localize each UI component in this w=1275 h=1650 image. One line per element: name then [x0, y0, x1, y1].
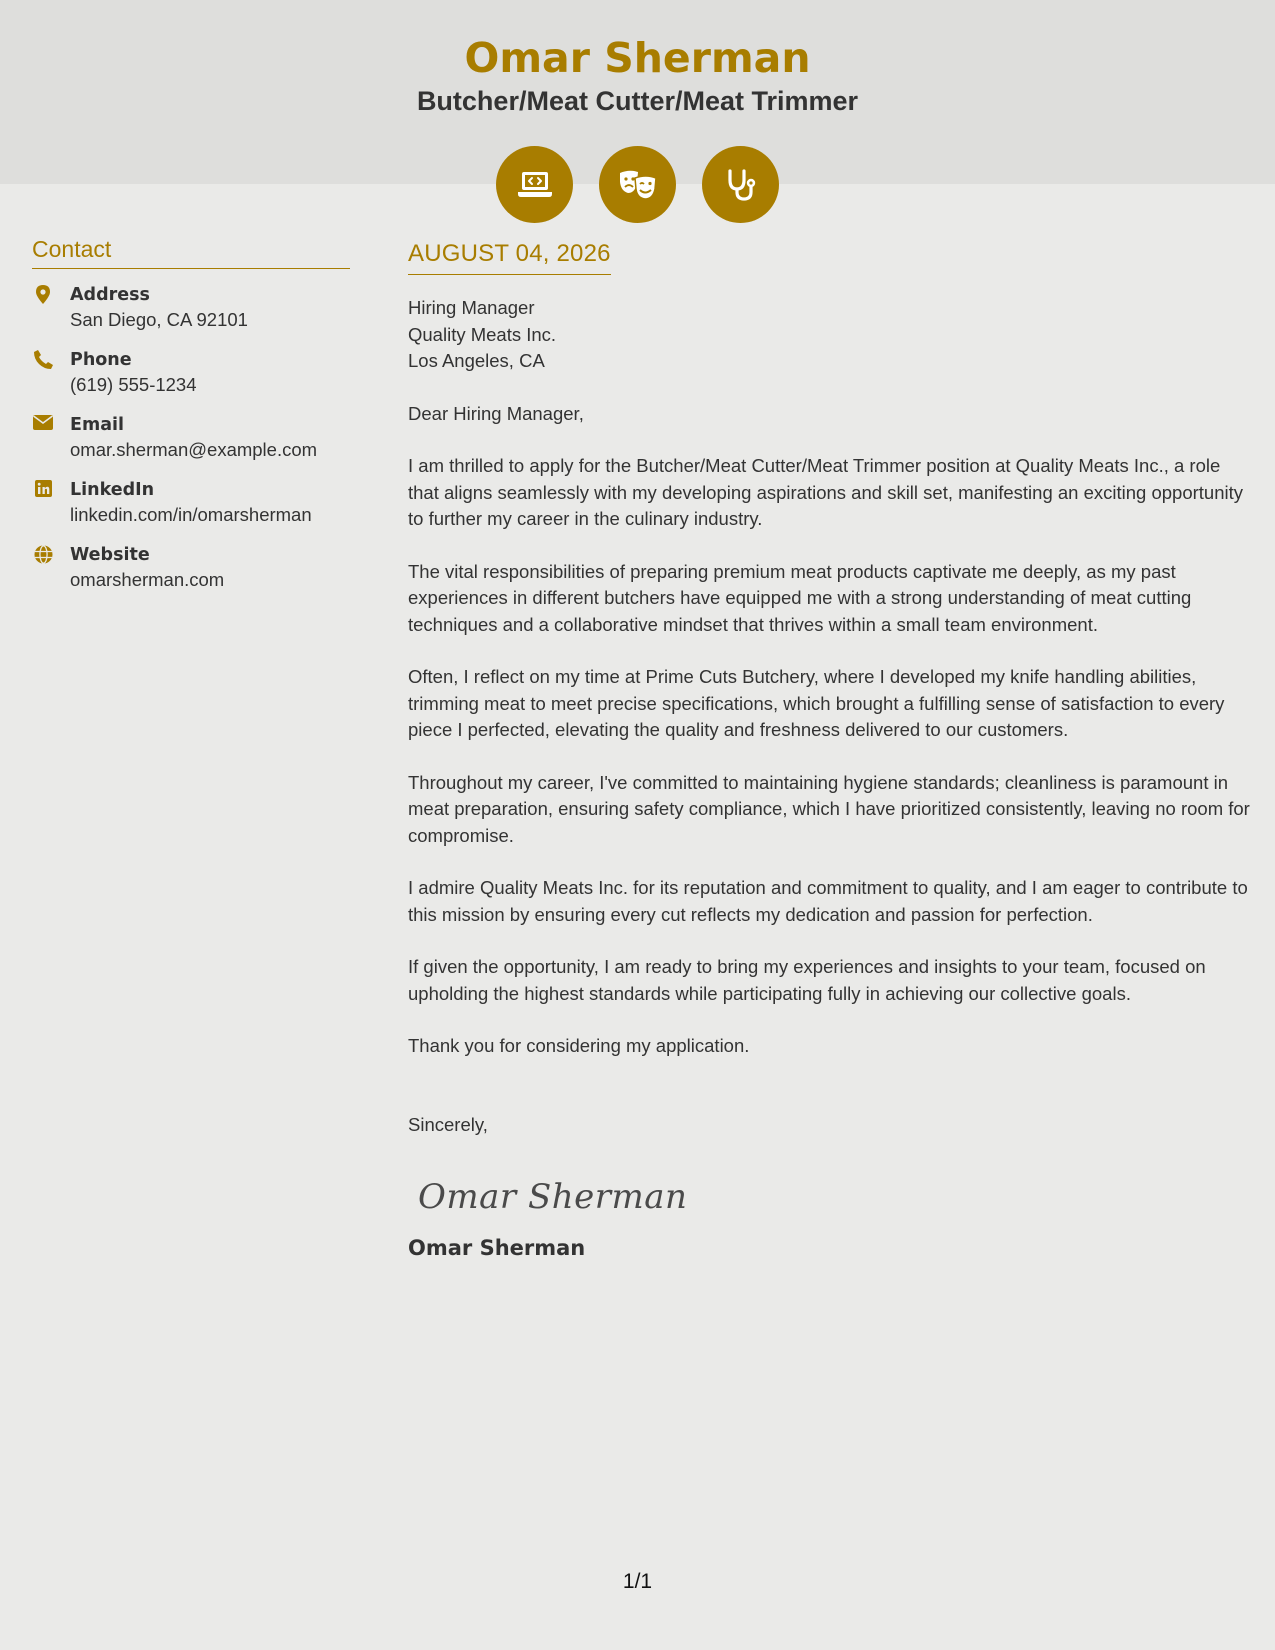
recipient-block — [408, 295, 1250, 375]
contact-phone — [32, 348, 350, 398]
contact-address — [32, 283, 350, 333]
letter-paragraph: Often, I reflect on my time at Prime Cuts Butchery, where I developed my knife handling abilities, trimming meat to meet precise specifications, which brought a fulfilling sense of satisfaction to every piece I perfected, elevating the quality and freshness delivered to our customers. — [408, 666, 1225, 740]
page-number: 1/1 — [622, 1570, 653, 1593]
letter-paragraph: The vital responsibilities of preparing premium meat products captivate me deeply, as my past experiences in different butchers have equipped me with a strong understanding of meat cutting techniques and a collaborative mindset that thrives within a small team environment. — [408, 560, 1192, 635]
letter-paragraph: Thank you for considering my application. — [408, 1035, 750, 1056]
linkedin-icon — [32, 478, 54, 497]
theater-masks-badge — [599, 146, 676, 223]
signed-name: Omar Sherman — [408, 1236, 586, 1260]
closing: Sincerely, — [408, 1113, 488, 1135]
contact-value-website[interactable]: omarsherman.com — [70, 569, 225, 590]
contact-label-phone: Phone — [70, 350, 132, 370]
theater-masks-icon — [618, 169, 658, 201]
job-title: Butcher/Meat Cutter/Meat Trimmer — [416, 86, 859, 116]
recipient-line: Hiring Manager — [408, 297, 535, 318]
contact-value-phone: (619) 555-1234 — [70, 374, 197, 395]
contact-value-address: San Diego, CA 92101 — [70, 309, 248, 330]
letter-paragraph: If given the opportunity, I am ready to bring my experiences and insights to your team, focused on upholding the highest standards while participating fully in achieving our collective goals. — [408, 956, 1206, 1004]
contact-email — [32, 413, 350, 463]
header-icon-row — [0, 146, 1275, 223]
contact-label-website: Website — [70, 545, 150, 565]
svg-text:Omar Sherman: Omar Sherman — [418, 1177, 688, 1217]
recipient-line: Los Angeles, CA — [408, 350, 545, 371]
map-pin-icon — [32, 283, 54, 304]
laptop-code-icon — [517, 170, 553, 200]
stethoscope-badge — [702, 146, 779, 223]
letter-body — [408, 240, 1250, 1260]
contact-value-linkedin[interactable]: linkedin.com/in/omarsherman — [70, 504, 312, 525]
salutation: Dear Hiring Manager, — [408, 402, 584, 424]
contact-label-email: Email — [70, 415, 124, 435]
contact-section-title: Contact — [32, 236, 350, 269]
letter-date: AUGUST 04, 2026 — [408, 240, 611, 275]
contact-sidebar — [32, 236, 350, 608]
phone-icon — [32, 348, 54, 369]
laptop-code-badge — [496, 146, 573, 223]
contact-linkedin — [32, 478, 350, 528]
envelope-icon — [32, 413, 54, 430]
contact-label-linkedin: LinkedIn — [70, 480, 155, 500]
contact-label-address: Address — [70, 285, 150, 305]
contact-value-email[interactable]: omar.sherman@example.com — [70, 439, 318, 460]
letter-paragraph: Throughout my career, I've committed to maintaining hygiene standards; cleanliness is paramount in meat preparation, ensuring safety compliance, which I have prioritized consistently, leaving no room for compromise. — [408, 771, 1250, 846]
contact-website — [32, 543, 350, 593]
recipient-line: Quality Meats Inc. — [408, 323, 557, 345]
letter-paragraph: I am thrilled to apply for the Butcher/Meat Cutter/Meat Trimmer position at Quality Meats Inc., a role that aligns seamlessly with my developing aspirations and skill set, manifesting an exciting opportunity to further my career in the culinary industry. — [408, 455, 1243, 529]
globe-icon — [32, 543, 54, 564]
applicant-name: Omar Sherman — [464, 34, 811, 82]
stethoscope-icon — [724, 168, 758, 202]
letter-paragraph: I admire Quality Meats Inc. for its reputation and commitment to quality, and I am eager to contribute to this mission by ensuring every cut reflects my dedication and passion for perfection. — [408, 877, 1248, 925]
handwritten-signature — [418, 1168, 1250, 1224]
